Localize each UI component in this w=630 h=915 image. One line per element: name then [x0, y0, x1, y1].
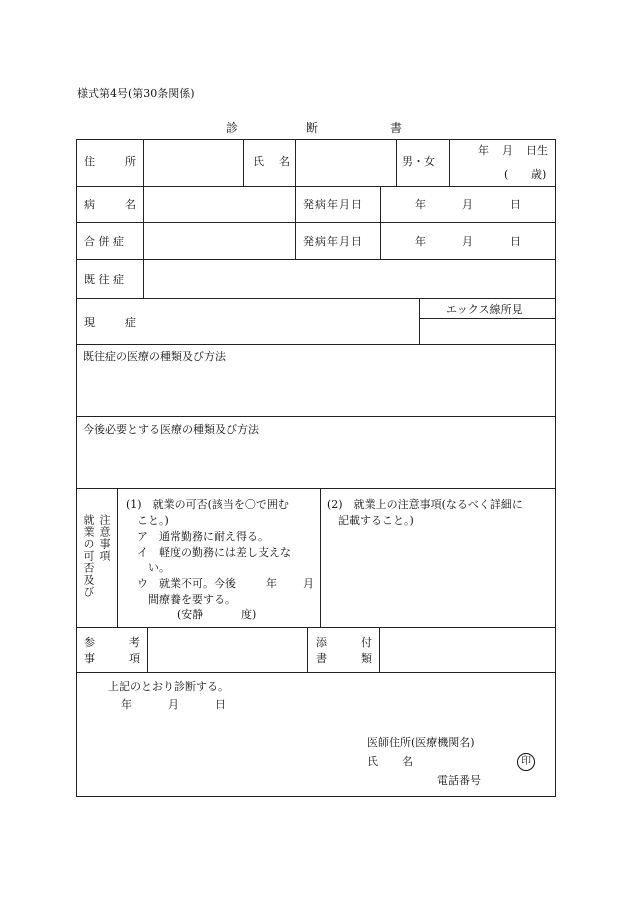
row-line: [76, 259, 556, 260]
current-symptoms-label-2: 症: [125, 316, 136, 329]
xray-label: エックス線所見: [446, 303, 523, 316]
remarks-label-4: 項: [129, 652, 140, 665]
disease-onset-year: 年: [415, 198, 426, 211]
remarks-label-1: 参: [84, 636, 95, 649]
address-label-2: 所: [125, 155, 136, 168]
name-field[interactable]: [297, 141, 395, 185]
attachments-label-3: 書: [316, 652, 327, 665]
xray-divider: [419, 318, 556, 319]
address-label-1: 住: [84, 155, 95, 168]
employment-option-a[interactable]: ア 通常勤務に耐え得る。: [137, 530, 269, 543]
col-line: [117, 488, 118, 627]
precautions-heading-1: (2) 就業上の注意事項(なるべく詳細に: [327, 498, 523, 511]
employment-option-i-1[interactable]: イ 軽度の勤務には差し支えな: [137, 546, 291, 559]
name-label-2: 名: [279, 155, 290, 168]
name-label-1: 氏: [253, 155, 264, 168]
col-line: [396, 139, 397, 186]
age-open: (: [504, 168, 509, 181]
col-line: [307, 627, 308, 672]
diagnosis-date-day: 日: [215, 698, 226, 711]
row-line: [76, 488, 556, 489]
border-left: [76, 139, 77, 796]
attachments-label-2: 付: [361, 636, 372, 649]
diagnosis-date-year: 年: [121, 698, 132, 711]
employment-option-i-2: い。: [148, 561, 170, 574]
current-symptoms-field[interactable]: [145, 300, 417, 343]
complication-onset-label: 発病年月日: [303, 235, 363, 248]
precautions-field[interactable]: [322, 530, 554, 626]
xray-field[interactable]: [421, 320, 554, 343]
seal-icon: 印: [517, 753, 535, 771]
past-treatment-field[interactable]: [78, 366, 554, 415]
past-treatment-label: 既往症の医療の種類及び方法: [83, 350, 226, 363]
remarks-field[interactable]: [149, 629, 306, 671]
disease-onset-month: 月: [462, 198, 473, 211]
future-treatment-label: 今後必要とする医療の種類及び方法: [83, 423, 259, 436]
birth-month-label: 月: [502, 144, 513, 157]
employment-rest-open: (安静: [177, 608, 204, 621]
precautions-heading-2: 記載すること。): [338, 514, 414, 527]
title-char-1: 診: [226, 121, 239, 135]
row-line: [76, 416, 556, 417]
col-line: [379, 627, 380, 672]
row-line: [76, 627, 556, 628]
birth-day-label: 日生: [526, 144, 548, 157]
col-line: [243, 139, 244, 186]
employment-option-u-2: 間療養を要する。: [148, 593, 236, 606]
col-line: [449, 139, 450, 186]
remarks-label-3: 事: [84, 652, 95, 665]
complication-onset-year: 年: [415, 235, 426, 248]
col-line: [295, 139, 296, 259]
title-char-3: 書: [390, 121, 403, 135]
disease-label-1: 病: [84, 198, 95, 211]
attachments-field[interactable]: [381, 629, 554, 671]
complication-onset-month: 月: [462, 235, 473, 248]
col-line: [143, 139, 144, 299]
col-line: [419, 298, 420, 344]
future-treatment-field[interactable]: [78, 438, 554, 487]
complication-field[interactable]: [145, 224, 294, 258]
row-line: [76, 222, 556, 223]
employment-option-u-month: 月: [303, 577, 314, 590]
border-bottom: [76, 796, 556, 797]
attachments-label-1: 添: [316, 636, 327, 649]
employment-rest-close: 度): [241, 608, 257, 621]
employment-side-label-col2: 就業の可否及び: [82, 514, 95, 598]
border-top: [76, 139, 556, 140]
col-line: [380, 186, 381, 259]
gender-select[interactable]: 男・女: [402, 155, 435, 168]
complication-label: 合 併 症: [84, 235, 124, 248]
employment-option-u-1[interactable]: ウ 就業不可。今後: [137, 577, 236, 590]
row-line: [76, 186, 556, 187]
complication-onset-day: 日: [510, 235, 521, 248]
diagnosis-date-month: 月: [168, 698, 179, 711]
border-right: [555, 139, 556, 796]
doctor-name-label-1: 氏: [367, 755, 378, 768]
col-line: [320, 488, 321, 627]
past-history-label: 既 往 症: [84, 273, 124, 286]
address-field[interactable]: [145, 141, 242, 185]
employment-option-u-year: 年: [266, 577, 277, 590]
remarks-label-2: 考: [129, 636, 140, 649]
phone-label: 電話番号: [437, 774, 481, 787]
disease-onset-day: 日: [510, 198, 521, 211]
birth-year-label: 年: [478, 144, 489, 157]
past-history-field[interactable]: [145, 261, 554, 297]
employment-heading-1: (1) 就業の可否(該当を〇で囲む: [126, 498, 289, 511]
disease-onset-label: 発病年月日: [303, 198, 363, 211]
col-line: [147, 627, 148, 672]
current-symptoms-label-1: 現: [84, 316, 95, 329]
age-close: 歳): [531, 168, 547, 181]
disease-field[interactable]: [145, 188, 294, 221]
employment-side-label-col1: 注意事項: [98, 514, 111, 562]
title-char-2: 断: [306, 121, 319, 135]
attachments-label-4: 類: [361, 652, 372, 665]
employment-heading-2: こと。): [137, 514, 169, 527]
row-line: [76, 672, 556, 673]
row-line: [76, 344, 556, 345]
row-line: [76, 298, 556, 299]
disease-label-2: 名: [125, 198, 136, 211]
diagnosis-statement: 上記のとおり診断する。: [108, 680, 229, 693]
doctor-address-label: 医師住所(医療機関名): [367, 736, 475, 749]
form-number: 様式第4号(第30条関係): [77, 87, 195, 100]
doctor-name-label-2: 名: [402, 755, 413, 768]
